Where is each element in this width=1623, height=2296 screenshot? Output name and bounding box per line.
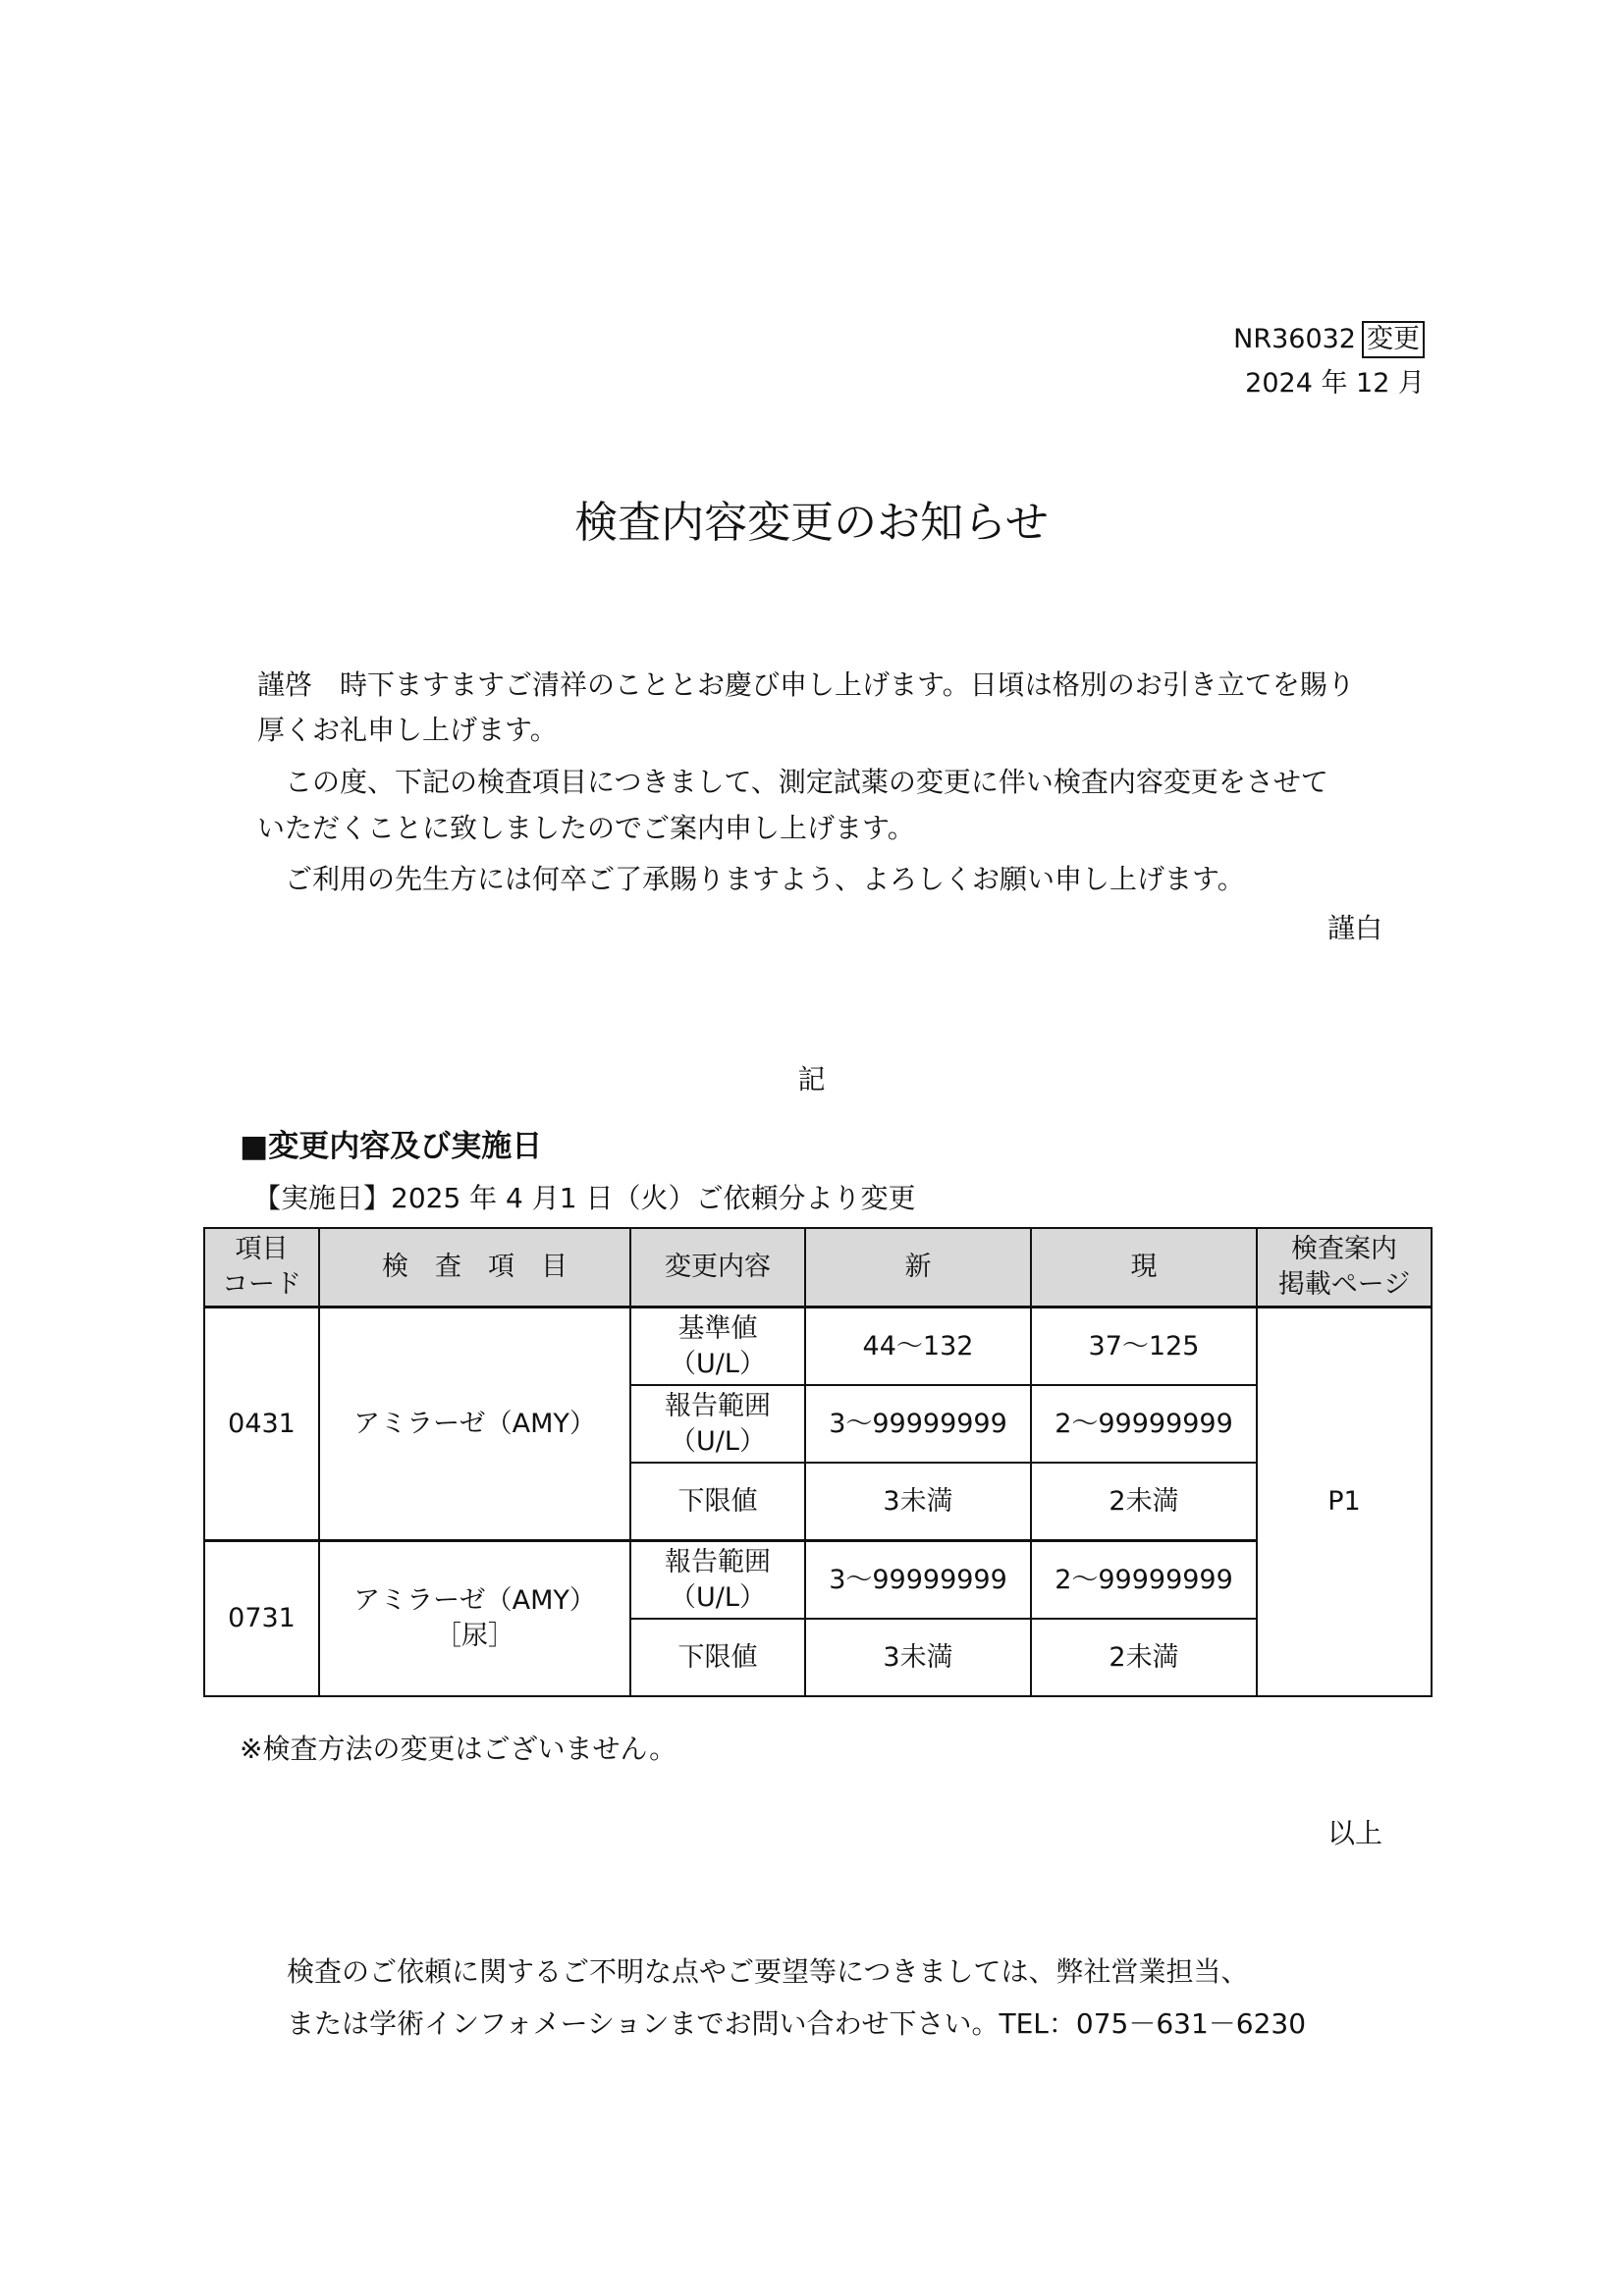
- header-item-code-line2: コード: [222, 1269, 301, 1300]
- item-code-cell: 0431: [204, 1308, 319, 1541]
- change-unit: （U/L）: [670, 1348, 766, 1379]
- header-current: 現: [1031, 1228, 1257, 1308]
- changes-table: [203, 1227, 1433, 1697]
- contact-line-1: 検査のご依頼に関するご不明な点やご要望等につきましては、弊社営業担当、: [287, 1955, 1249, 1988]
- change-content-cell: [630, 1308, 805, 1386]
- change-unit: （U/L）: [670, 1425, 766, 1457]
- new-value-cell: 3～99999999: [805, 1541, 1031, 1620]
- document-number: [1233, 321, 1425, 358]
- new-value-cell: 3～99999999: [805, 1385, 1031, 1463]
- implementation-date: 【実施日】2025 年 4 月1 日（火）ご依頼分より変更: [253, 1182, 916, 1214]
- new-value-cell: 3未満: [805, 1463, 1031, 1541]
- header-guide-page-line2: 掲載ページ: [1277, 1269, 1411, 1300]
- body-line-2: 厚くお礼申し上げます。: [257, 714, 558, 746]
- page-title: 検査内容変更のお知らせ: [574, 498, 1049, 548]
- change-label: 下限値: [677, 1641, 758, 1673]
- ki-heading: 記: [797, 1063, 826, 1095]
- header-new: 新: [805, 1228, 1031, 1308]
- current-value-cell: 2未満: [1031, 1619, 1257, 1696]
- new-value-cell: 3未満: [805, 1619, 1031, 1696]
- test-item-cell: [319, 1308, 630, 1541]
- current-value-cell: 37～125: [1031, 1308, 1257, 1386]
- issue-date: 2024 年 12 月: [1245, 368, 1425, 399]
- header-guide-page: [1257, 1228, 1432, 1308]
- guide-page-cell: P1: [1257, 1308, 1432, 1697]
- change-content-cell: [630, 1385, 805, 1463]
- change-tag-badge: 変更: [1362, 321, 1425, 358]
- body-line-4: いただくことに致しましたのでご案内申し上げます。: [257, 812, 915, 844]
- header-item-code-line1: 項目: [235, 1234, 289, 1264]
- header-item-code: [204, 1228, 319, 1308]
- table-row: [204, 1308, 1432, 1386]
- change-label: 下限値: [677, 1485, 758, 1517]
- table-header-row: [204, 1228, 1432, 1308]
- body-line-5: ご利用の先生方には何卒ご了承賜りますよう、よろしくお願い申し上げます。: [257, 863, 1245, 895]
- test-item-specimen: ［尿］: [435, 1621, 514, 1651]
- current-value-cell: 2～99999999: [1031, 1385, 1257, 1463]
- document-number-text: NR36032: [1233, 324, 1356, 354]
- header-guide-page-line1: 検査案内: [1291, 1234, 1397, 1264]
- test-item-cell: [319, 1541, 630, 1697]
- item-code-cell: 0731: [204, 1541, 319, 1697]
- change-unit: （U/L）: [670, 1581, 766, 1613]
- header-test-item: 検 査 項 目: [319, 1228, 630, 1308]
- change-content-cell: [630, 1541, 805, 1620]
- body-line-1: 謹啓 時下ますますご清祥のこととお慶び申し上げます。日頃は格別のお引き立てを賜り: [257, 668, 1355, 701]
- closing-word: 謹白: [1326, 912, 1382, 944]
- section-title: ■変更内容及び実施日: [240, 1129, 543, 1164]
- change-content-cell: [630, 1463, 805, 1541]
- change-label: 基準値: [677, 1312, 758, 1344]
- end-mark: 以上: [1326, 1817, 1382, 1849]
- header-change-content: 変更内容: [630, 1228, 805, 1308]
- change-label: 報告範囲: [665, 1546, 771, 1577]
- current-value-cell: 2～99999999: [1031, 1541, 1257, 1620]
- table-row: [204, 1541, 1432, 1620]
- change-label: 報告範囲: [665, 1390, 771, 1421]
- current-value-cell: 2未満: [1031, 1463, 1257, 1541]
- change-content-cell: [630, 1619, 805, 1696]
- contact-line-2: または学術インフォメーションまでお問い合わせ下さい。TEL：075－631－6230: [287, 2007, 1307, 2040]
- test-item-name: アミラーゼ（AMY）: [353, 1408, 596, 1439]
- body-line-3: この度、下記の検査項目につきまして、測定試薬の変更に伴い検査内容変更をさせて: [257, 766, 1328, 798]
- test-item-name: アミラーゼ（AMY）: [353, 1585, 596, 1616]
- method-note: ※検査方法の変更はございません。: [240, 1733, 677, 1765]
- new-value-cell: 44～132: [805, 1308, 1031, 1386]
